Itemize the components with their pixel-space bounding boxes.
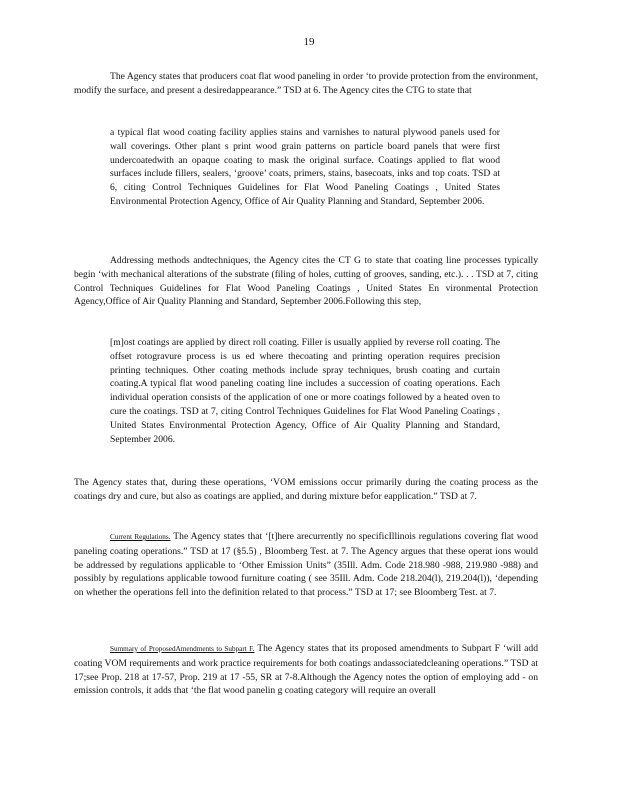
heading-summary-amendments: Summary of ProposedAmendments to Subpart F. [110, 645, 255, 653]
page-number: 19 [303, 36, 315, 48]
block-quote-ctg-facility: a typical flat wood coating facility applies stains and varnishes to natural plywood panels used for wall coverings. Other plant s print wood grain patterns on particle board panels that were first undercoatedwith an opaque coating to mask the original surface. Coatings applied to flat wood surfaces include fillers, sealers, ‘groove’ coats, primers, stains, basecoats, inks and top coats. TSD at 6, citing Control Techniques Guidelines for Flat Wood Paneling Coatings , United States Environmental Protection Agency, Office of Air Quality Planning and Standard, September 2006. [110, 127, 500, 207]
summary-amendments-text: The Agency states that its proposed amendments to Subpart F ‘will add coating VOM requirements and work practice requirements for both coatings andassociatedcleaning operations.” TSD at 17;see Prop. 218 at 17-57, Prop. 219 at 17 -55, SR at 7-8.Although the Agency notes the option of employing add - on emission controls, it adds that ‘the flat wood panelin g coating category will require an overall [74, 643, 539, 697]
paragraph-summary-amendments [74, 642, 538, 698]
paragraph-methods: Addressing methods andtechniques, the Agency cites the CT G to state that coating line processes typically begin ‘with mechanical alterations of the substrate (filing of holes, cutting of grooves, sanding, etc.). . . TSD at 7, citing Control Techniques Guidelines for Flat Wood Paneling Coatings , United States En vironmental Protection Agency,Office of Air Quality Planning and Standard, September 2006.Following this step, [74, 255, 538, 308]
paragraph-vom-emissions: The Agency states that, during these operations, ‘VOM emissions occur primarily during the coating process as the coatings dry and cure, but also as coatings are applied, and during mixture befor eapplication.” TSD at 7. [74, 477, 538, 502]
paragraph-intro: The Agency states that producers coat flat wood paneling in order ‘to provide protection from the environment, modify the surface, and present a desiredappearance.” TSD at 6. The Agency cites the CTG to state that [74, 71, 538, 96]
paragraph-current-regulations [74, 530, 538, 600]
block-quote-roll-coating: [m]ost coatings are applied by direct roll coating. Filler is usually applied by reverse roll coating. The offset rotogravure process is us ed where thecoating and printing operation requires precision printing techniques. Other coating methods include spray techniques, brush coating and curtain coating.A typical flat wood paneling coating line includes a succession of coating operations. Each individual operation consists of the application of one or more coatings followed by a heated oven to cure the coatings. TSD at 7, citing Control Techniques Guidelines for Flat Wood Paneling Coatings , United States Environmental Protection Agency, Office of Air Quality Planning and Standard, September 2006. [110, 337, 500, 445]
current-regulations-text: The Agency states that ‘[t]here arecurrently no specificIllinois regulations covering flat wood paneling coating operations.” TSD at 17 (§5.5) , Bloomberg Test. at 7. The Agency argues that these operat ions would be addressed by regulations applicable to ‘Other Emission Units” (35Ill. Adm. Code 218.980 -988, 219.980 -988) and possibly by regulations applicable towood furniture coating ( see 35Ill. Adm. Code 218.204(l), 219.204(l)), ‘depending on whether the operations fell into the definition related to that process.” TSD at 17; see Bloomberg Test. at 7. [74, 531, 539, 599]
heading-current-regulations: Current Regulations. [110, 533, 171, 541]
